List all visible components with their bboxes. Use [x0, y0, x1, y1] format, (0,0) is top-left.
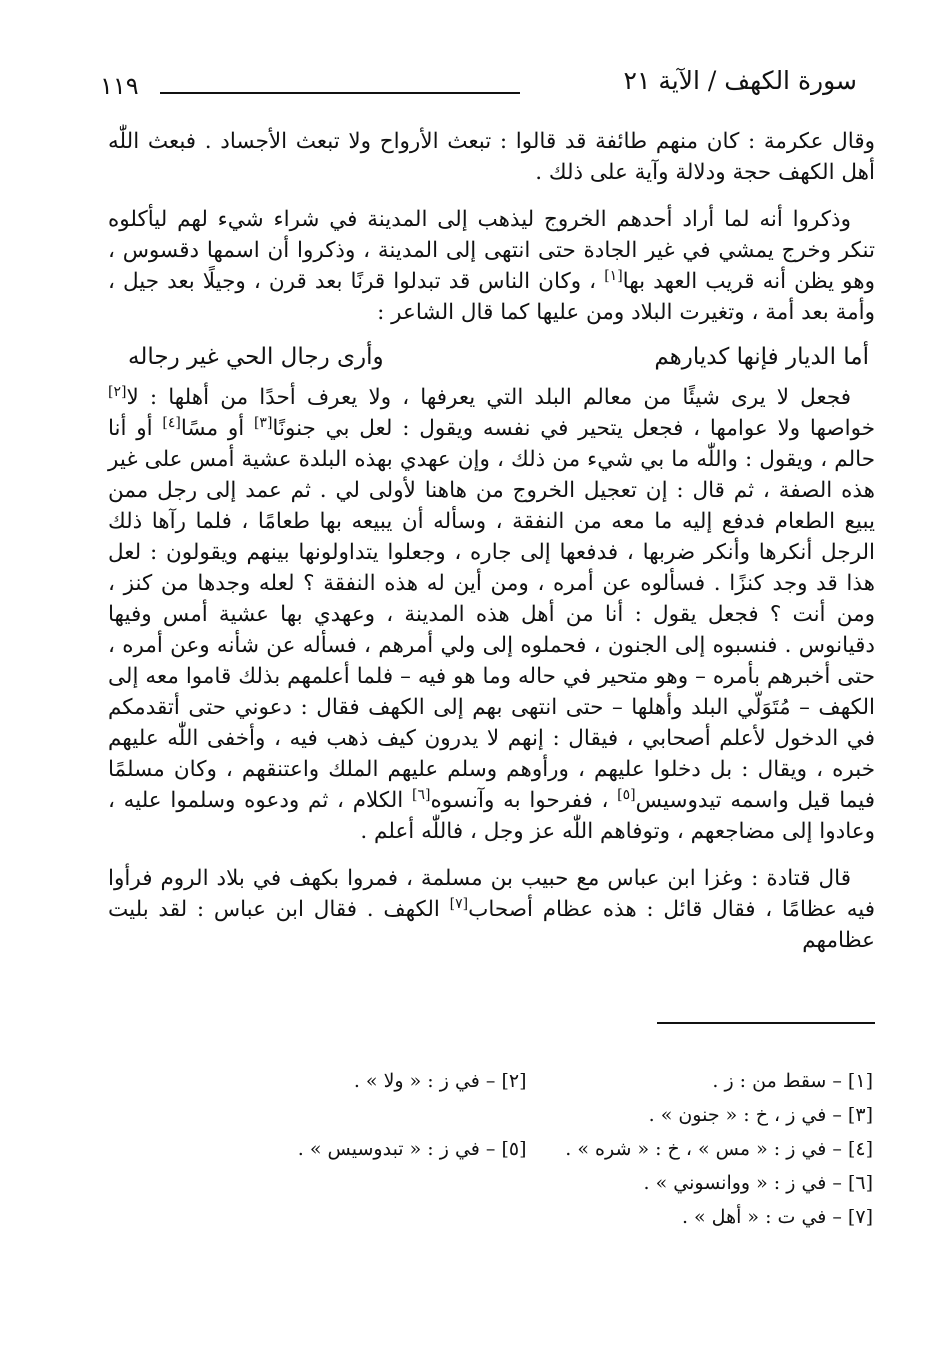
paragraph-text: ، وكان الناس قد تبدلوا قرنًا بعد قرن ، وجيلًا بعد جيل ، وأمة بعد أمة ، وتغيرت البلاد ومن عليها كما قال الشاعر :	[108, 269, 875, 325]
paragraph-text: الكهف . فقال ابن عباس : لقد بليت عظامهم	[108, 897, 875, 953]
footnote-marker: [٧]	[449, 895, 469, 912]
header-rule	[160, 92, 520, 94]
footnote-row	[180, 1064, 873, 1098]
paragraph-departure	[108, 204, 875, 328]
footnote-4: [٤] – في ز : « مس » ، خ : « شره » .	[565, 1138, 873, 1160]
verse-second-hemistich: وأرى رجال الحي غير رجاله	[128, 344, 384, 370]
running-title: سورة الكهف / الآية ٢١	[623, 66, 857, 95]
paragraph-text: وذكروا أنه لما أراد أحدهم الخروج ليذهب إلى المدينة في شراء شيء لهم ليأكلوه تنكر وخرج يمشي في غير الجادة حتى انتهى إلى المدينة ، وذكروا أن اسمها دقسوس ، وهو يظن أنه قريب العهد بها	[108, 207, 875, 294]
paragraph-text: أو مسًا	[180, 416, 254, 441]
paragraph-text: خواصها ولا عوامها ، فجعل يتحير في نفسه ويقول : لعل بي جنونًا	[272, 416, 875, 441]
footnote-marker: [٢]	[108, 383, 127, 400]
footnote-7: [٧] – في ت : « أهل » .	[681, 1206, 873, 1228]
verse-first-hemistich: أما الديار فإنها كديارهم	[654, 344, 869, 370]
paragraph-ikrima: وقال عكرمة : كان منهم طائفة قد قالوا : تبعث الأرواح ولا تبعث الأجساد . فبعث اللّٰه أهل الكهف حجة ودلالة وآية على ذلك .	[108, 129, 875, 185]
footnote-3: [٣] – في ز ، خ : « جنون » .	[648, 1104, 873, 1126]
footnote-marker: [٤]	[162, 414, 181, 431]
paragraph-qatada	[108, 863, 875, 956]
footnote-1: [١] – سقط من : ز .	[712, 1070, 873, 1092]
footnote-row	[180, 1098, 873, 1132]
page-header	[100, 66, 857, 106]
paragraph-text: فجعل لا يرى شيئًا من معالم البلد التي يعرفها ، ولا يعرف أحدًا من أهلها : لا	[126, 385, 851, 410]
paragraph-text: قال قتادة : وغزا ابن عباس مع حبيب بن مسلمة ، فمروا بكهف في بلاد الروم فرأوا فيه عظامًا ، فقال قائل : هذه عظام أصحاب	[108, 866, 875, 922]
poetry-verse	[108, 340, 875, 374]
main-text	[108, 126, 875, 956]
footnote-marker: [١]	[604, 267, 623, 284]
footnote-separator	[657, 1022, 875, 1024]
paragraph-text: أو أنا حالم ، ويقول : واللّٰه ما بي شيء من ذلك ، وإن عهدي بهذه البلدة عشية أمس على غير هذه الصفة ، ثم قال : إن تعجيل الخروج من هاهنا لأولى لي . ثم عمد إلى رجل ممن يبيع الطعام فدفع إليه ما معه من النفقة ، وسأله أن يبيعه بها طعامًا ، فلما رآها ذلك الرجل أنكرها وأنكر ضربها ، فدفعها إلى جاره ، وجعلوا يتداولونها بينهم ويقولون : لعل هذا قد وجد كنزًا . فسألوه عن أمره ، ومن أين له هذه النفقة ؟ لعله وجدها من كنز ، ومن أنت ؟ فجعل يقول : أنا من أهل هذه المدينة ، وعهدي بها عشية أمس وفيها دقيانوس . فنسبوه إلى الجنون ، فحملوه إلى ولي أمرهم ، فسأله عن شأنه وعن أمره ، حتى أخبرهم بأمره – وهو متحير في حاله وما هو فيه – فلما أعلمهم بذلك قاموا معه إلى الكهف – مُتَوَلّي البلد وأهلها – حتى انتهى بهم إلى الكهف فقال : دعوني حتى أتقدمكم في الدخول لأعلم أصحابي ، فيقال : إنهم لا يدرون كيف ذهب فيه ، وأخفى اللّٰه عليهم خبره ، ويقال : بل دخلوا عليهم ، ورأوهم وسلم عليهم الملك واعتنقهم ، وكان مسلمًا فيما قيل واسمه تيدوسيس	[108, 416, 875, 813]
paragraph-text: الكلام ، ثم ودعوه وسلموا عليه ، وعادوا إلى مضاجعهم ، وتوفاهم اللّٰه عز وجل ، فاللّٰه أعلم .	[108, 788, 875, 844]
footnote-marker: [٣]	[253, 414, 273, 431]
footnote-row	[180, 1166, 873, 1200]
footnote-row	[180, 1200, 873, 1234]
paragraph-text: ، ففرحوا به وآنسوه	[430, 788, 618, 813]
paragraph-city	[108, 382, 875, 847]
footnote-5: [٥] – في ز : « تبدوسيس » .	[297, 1138, 527, 1160]
footnote-2: [٢] – في ز : « ولا » .	[353, 1070, 527, 1092]
footnote-marker: [٦]	[412, 786, 431, 803]
footnote-row	[180, 1132, 873, 1166]
footnotes	[180, 1064, 873, 1234]
page-number: ١١٩	[100, 72, 139, 100]
footnote-marker: [٥]	[617, 786, 636, 803]
footnote-6: [٦] – في ز : « ووانسوني » .	[643, 1172, 873, 1194]
